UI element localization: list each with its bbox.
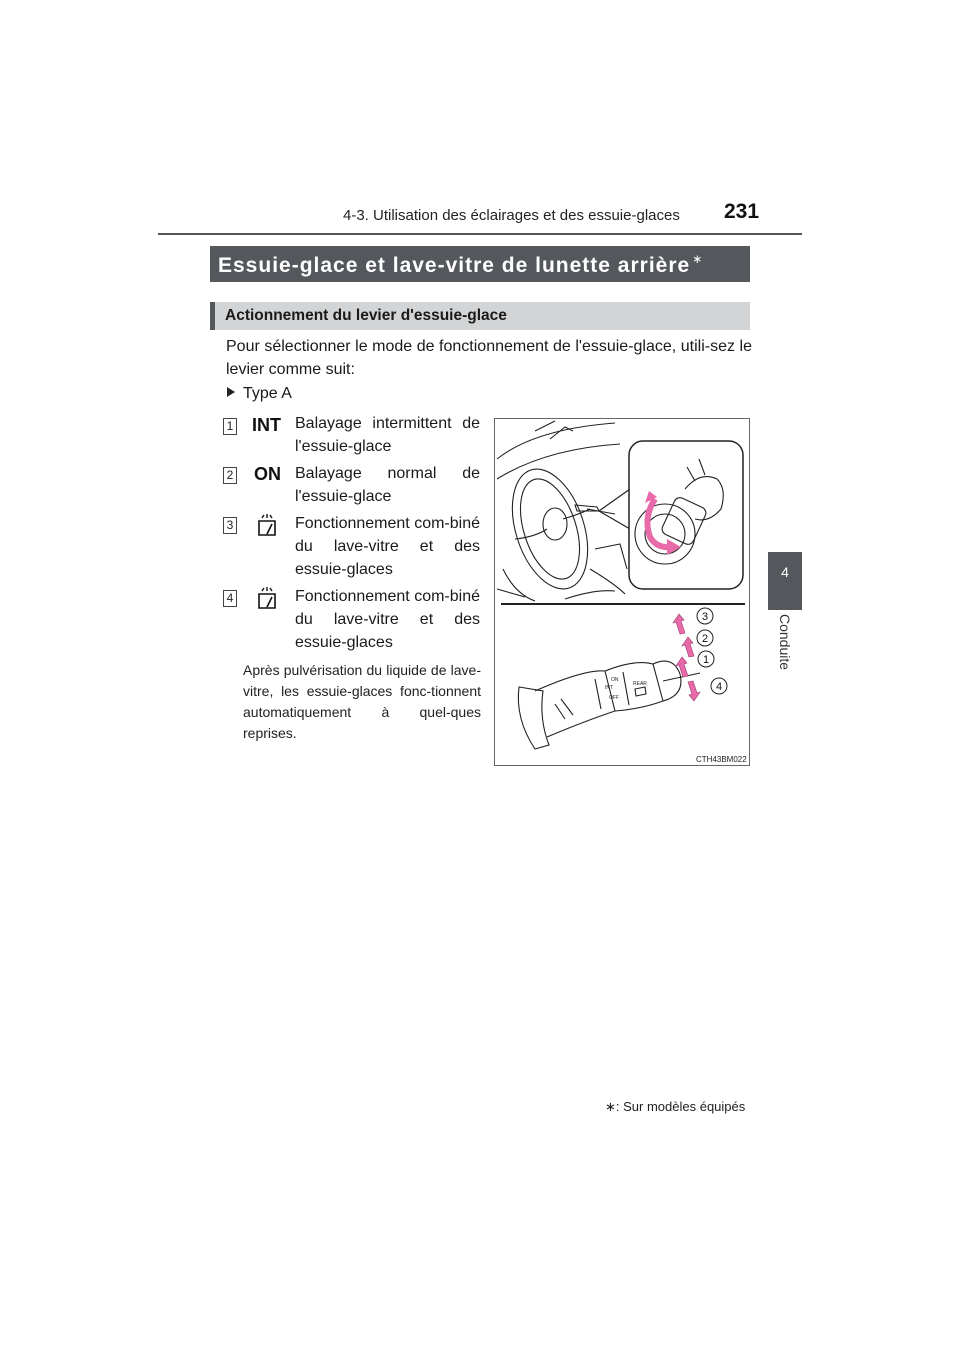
callout-number: 3 bbox=[701, 611, 709, 623]
item-description: Balayage intermittent de l'essuie-glace bbox=[295, 415, 480, 455]
item-number: 1 bbox=[223, 418, 237, 435]
chapter-tab-number: 4 bbox=[781, 564, 789, 580]
chapter-tab-label: Conduite bbox=[777, 613, 793, 671]
lever-label: ON bbox=[611, 677, 619, 683]
on-symbol: ON bbox=[254, 464, 281, 484]
title-marker: ∗ bbox=[692, 252, 704, 266]
item-description: Fonctionnement com-biné du lave-vitre et des essuie-glaces bbox=[295, 515, 480, 578]
washer-spray-icon bbox=[256, 513, 278, 537]
callout-number: 2 bbox=[701, 633, 709, 645]
item-number: 3 bbox=[223, 517, 237, 534]
item-number: 4 bbox=[223, 590, 237, 607]
footnote bbox=[605, 1099, 745, 1115]
item-description: Fonctionnement com-biné du lave-vitre et des essuie-glaces bbox=[295, 588, 480, 651]
callout-number: 1 bbox=[702, 654, 710, 666]
page-title-text: Essuie-glace et lave-vitre de lunette arrière bbox=[218, 254, 691, 277]
note-paragraph: Après pulvérisation du liquide de lave-vitre, les essuie-glaces fonc-tionnent automatiquement à quel-ques reprises. bbox=[243, 662, 481, 741]
int-symbol: INT bbox=[252, 415, 281, 435]
lever-label: REAR bbox=[633, 681, 647, 687]
section-header: 4-3. Utilisation des éclairages et des essuie-glaces bbox=[343, 207, 680, 224]
footnote-marker: ∗ bbox=[605, 1099, 616, 1114]
intro-paragraph: Pour sélectionner le mode de fonctionnement de l'essuie-glace, utili-sez le levier comme suit: bbox=[226, 338, 752, 378]
type-label bbox=[227, 385, 292, 403]
footnote-text: : Sur modèles équipés bbox=[615, 1099, 746, 1114]
item-description: Balayage normal de l'essuie-glace bbox=[295, 465, 480, 505]
callout-number: 4 bbox=[715, 681, 723, 693]
figure-code: CTH43BM022 bbox=[696, 755, 747, 764]
type-label-text: Type A bbox=[243, 385, 292, 402]
lever-label: OFF bbox=[609, 695, 619, 701]
page-number: 231 bbox=[724, 200, 760, 223]
item-number: 2 bbox=[223, 467, 237, 484]
wiper-lever-illustration bbox=[495, 419, 750, 766]
header-rule bbox=[158, 233, 802, 235]
washer-spray-icon bbox=[256, 586, 278, 610]
page-title bbox=[210, 246, 750, 282]
lever-label: INT bbox=[605, 685, 614, 691]
wiper-lever-figure bbox=[494, 418, 750, 766]
triangle-bullet-icon bbox=[227, 387, 235, 397]
chapter-tab[interactable] bbox=[768, 552, 802, 610]
section-subtitle: Actionnement du levier d'essuie-glace bbox=[210, 302, 750, 330]
